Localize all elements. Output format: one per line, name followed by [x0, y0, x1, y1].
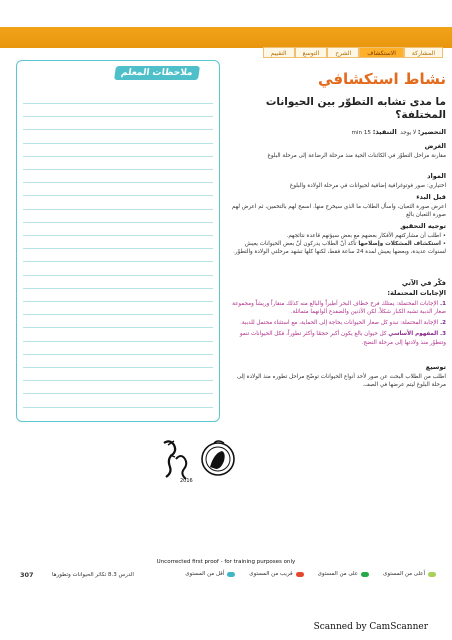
extend-text: اطلب من الطلاب البحث عن صور لأحد أنواع الحيوانات توضّح مراحل تطوره منذ الولادة إلى مرحلة البلوغ ليتم عرضها في الصف.: [236, 373, 446, 388]
note-line: [23, 103, 213, 104]
key-concept-label: المفهوم الأساسي: [388, 331, 439, 338]
troubleshoot-label: استكشاف المشكلات وإصلاحها: [358, 240, 441, 247]
note-line: [23, 367, 213, 368]
page-number: 307: [20, 571, 34, 579]
phase-tabs: [263, 47, 443, 61]
time-label: التنفيذ:: [372, 128, 397, 136]
guide-text-2: تأكد أنّ الطلاب يدركون أنّ بعض الحيوانات يعيش لسنوات عديدة، وبعضها يعيش لمدة 24 ساعة فقط، لكنها كلها تشهد مرحلتي الولادة والتطوّر.: [233, 240, 446, 255]
level-dot: [428, 572, 436, 577]
think-block: [230, 279, 446, 347]
purpose-block: [230, 142, 446, 160]
activity-title: نشاط استكشافي: [318, 70, 446, 88]
note-line: [23, 129, 213, 130]
answer-1: الإجابات المحتملة: يمتلك فرخ خطاف البحر أطيراً والبالغ منه كذلك منقاراً وريشاً ومجموعة صغار الدببة تشبه الكبار شكلاً، لكن الأذنين والضفدع ألوانهما متماثلة.: [232, 301, 446, 316]
before-heading: قبل البدء: [416, 193, 446, 201]
note-line: [23, 182, 213, 183]
time-value: 15 min: [351, 130, 371, 136]
extend-heading: توسيع: [425, 363, 446, 371]
level-dot: [296, 572, 304, 577]
prep-value: لا يوجد: [400, 130, 417, 136]
answers-heading: الإجابات المحتملة:: [387, 288, 446, 297]
teacher-notes-panel: [16, 60, 220, 422]
stamp-year: 2016: [180, 478, 193, 484]
prep-label: التحضير:: [417, 128, 446, 136]
note-line: [23, 261, 213, 262]
level-legend: [185, 571, 436, 577]
guide-block: توجيه التحقيق • اطلب أن مشاركتهم الأفكار بعضهم مع بعض سيؤنهم قاعدة نتائجهم. • استكشاف المشكلات وإصلاحها تأكد أنّ الطلاب يدركون أنّ بعض الحيوانات يعيش لسنوات عديدة، وبعضها يعيش لمدة 24 ساعة فقط، لكنها كلها تشهد مرحلتي الولادة والتطوّر.: [230, 222, 446, 256]
level-dot: [227, 572, 235, 577]
note-line: [23, 327, 213, 328]
lesson-label: الدرس 8.3 تكاثر الحيوانات وتطورها: [52, 572, 134, 578]
extend-block: [230, 363, 446, 389]
note-line: [23, 235, 213, 236]
note-line: [23, 314, 213, 315]
note-line: [23, 275, 213, 276]
guide-heading: توجيه التحقيق: [400, 222, 446, 230]
note-line: [23, 116, 213, 117]
answer-3-number: 3.: [439, 331, 446, 338]
note-line: [23, 156, 213, 157]
answer-2-number: 2.: [439, 320, 446, 327]
answer-2: الإجابة المحتملة: تبدو كل صغار الحيوانات بحاجة إلى الحماية، مع استثناء محتمل للدببة.: [240, 320, 439, 327]
level-below: أقل من المستوى: [185, 571, 235, 577]
activity-question: ما مدى تشابه التطوّر بين الحيوانات المختلفة؟: [265, 96, 446, 122]
scanner-watermark: Scanned by CamScanner: [313, 622, 428, 632]
header-bar: [0, 27, 452, 48]
answer-1-number: 1.: [439, 301, 446, 308]
tab-evaluate[interactable]: التقييم: [263, 47, 295, 58]
note-line: [23, 288, 213, 289]
purpose-text: مقارنة مراحل التطوّر في الكائنات الحية منذ مرحلة الرضاعة إلى مرحلة البلوغ: [267, 152, 446, 159]
zayed-stamp-logo: [156, 437, 240, 485]
materials-text: اختياري: صور فوتوغرافية إضافية لحيوانات في مرحلة الولادة والبلوغ: [289, 182, 446, 189]
before-text: اعرض صورة الثعبان، واسأل الطلاب ما الذي سيخرج منها. اسمح لهم بالتخمين، ثم اعرض لهم صورة الثعبان بالغ: [231, 203, 446, 218]
note-line: [23, 341, 213, 342]
purpose-heading: الغرض: [424, 142, 446, 150]
think-heading: فكّر في الآتي: [401, 279, 446, 287]
proof-note: Uncorrected first proof - for training purposes only: [156, 559, 296, 565]
tab-elaborate[interactable]: التوسع: [295, 47, 328, 58]
level-on: على من المستوى: [318, 571, 369, 577]
answer-3: كل حيوان بالغ يكون أكبر حجمًا وأكثر تطوراً، فكل الحيوانات تنمو وتتطوّر منذ ولادتها إلى مرحلة النضج.: [239, 331, 446, 346]
tab-explore[interactable]: الاستكشاف: [359, 47, 404, 58]
note-line: [23, 209, 213, 210]
level-approaching: قريب من المستوى: [249, 571, 303, 577]
guide-text-1: • اطلب أن مشاركتهم الأفكار بعضهم مع بعض سيؤنهم قاعدة نتائجهم.: [286, 232, 446, 239]
tab-engage[interactable]: المشاركة: [404, 47, 443, 58]
notes-title: ملاحظات المعلم: [114, 66, 199, 80]
level-dot: [361, 572, 369, 577]
note-line: [23, 143, 213, 144]
note-line: [23, 393, 213, 394]
note-line: [23, 380, 213, 381]
materials-heading: المواد: [427, 172, 446, 180]
timing-row: [230, 128, 446, 138]
note-line: [23, 222, 213, 223]
note-line: [23, 248, 213, 249]
note-line: [23, 407, 213, 408]
page-footer: [18, 571, 436, 583]
note-line: [23, 169, 213, 170]
level-above: أعلى من المستوى: [383, 571, 436, 577]
note-line: [23, 301, 213, 302]
note-line: [23, 195, 213, 196]
before-block: [230, 193, 446, 219]
materials-block: [230, 172, 446, 190]
tab-explain[interactable]: الشرح: [327, 47, 359, 58]
note-line: [23, 354, 213, 355]
